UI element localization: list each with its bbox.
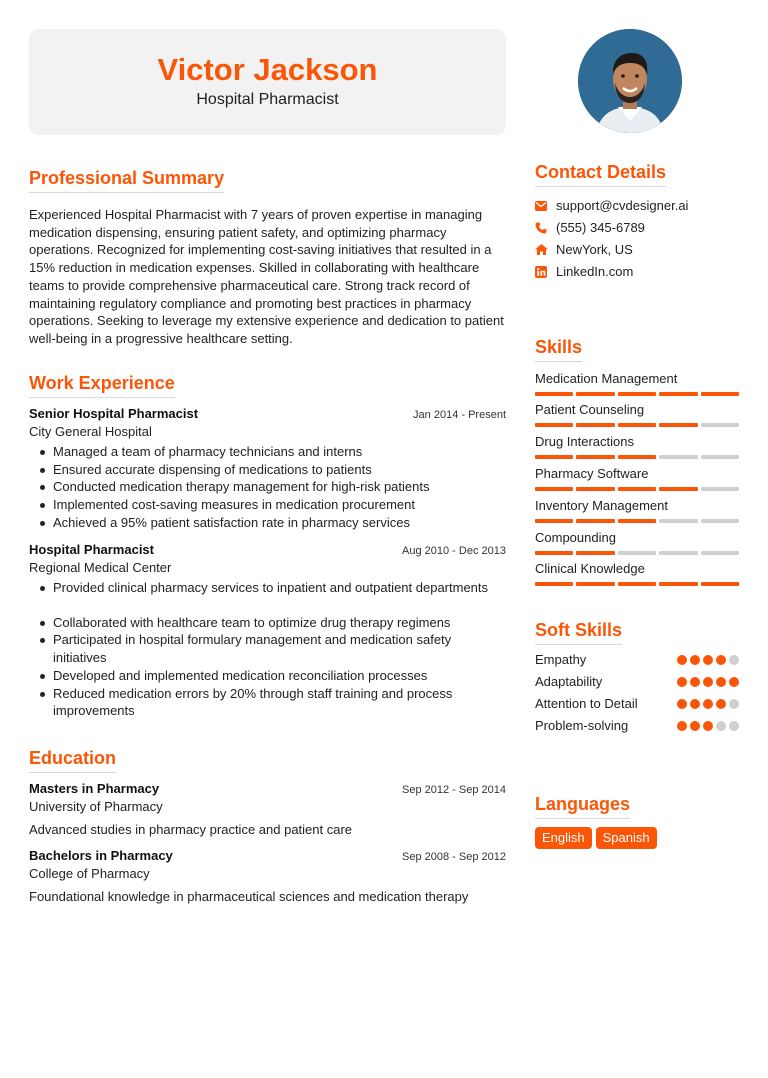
rating-dot <box>690 655 700 665</box>
soft-skill-name: Attention to Detail <box>535 696 638 711</box>
rating-dot <box>716 677 726 687</box>
education-dates: Sep 2008 - Sep 2012 <box>402 851 506 863</box>
soft-skills-heading: Soft Skills <box>535 619 622 645</box>
skill-bar <box>535 455 739 459</box>
soft-skill-item <box>535 652 739 667</box>
bullet-item: Achieved a 95% patient satisfaction rate in pharmacy services <box>29 514 506 532</box>
skill-level-segment <box>618 487 656 491</box>
skill-name: Inventory Management <box>535 498 668 513</box>
rating-dot <box>677 655 687 665</box>
skill-item <box>535 370 739 396</box>
candidate-title: Hospital Pharmacist <box>196 91 339 108</box>
skill-level-segment <box>618 423 656 427</box>
school: College of Pharmacy <box>29 866 150 881</box>
skill-bar <box>535 551 739 555</box>
soft-skill-item <box>535 696 739 711</box>
education-heading: Education <box>29 747 116 773</box>
rating-dot <box>729 677 739 687</box>
rating-dot <box>703 699 713 709</box>
rating-dot <box>716 699 726 709</box>
soft-skill-name: Problem-solving <box>535 718 629 733</box>
job-entry <box>29 541 506 720</box>
language-tag-spanish: Spanish <box>596 827 657 849</box>
skill-level-segment <box>576 455 614 459</box>
soft-skill-item <box>535 718 739 733</box>
job-bullets <box>29 443 506 532</box>
skill-bar <box>535 582 739 586</box>
job-title: Senior Hospital Pharmacist <box>29 406 199 421</box>
skills-heading: Skills <box>535 336 582 362</box>
skill-level-segment <box>659 392 697 396</box>
skill-item <box>535 433 739 459</box>
education-dates: Sep 2012 - Sep 2014 <box>402 784 506 796</box>
job-dates: Aug 2010 - Dec 2013 <box>402 545 506 557</box>
rating-dot <box>703 721 713 731</box>
education-entry <box>29 847 506 906</box>
contact-details-heading: Contact Details <box>535 161 666 187</box>
skill-bar <box>535 423 739 427</box>
education-description: Foundational knowledge in pharmaceutical sciences and medication therapy <box>29 889 469 904</box>
job-dates: Jan 2014 - Present <box>413 409 506 421</box>
soft-skill-rating <box>677 655 739 665</box>
rating-dot <box>729 655 739 665</box>
linkedin-icon <box>535 266 556 278</box>
skill-item <box>535 465 739 491</box>
email-text: support@cvdesigner.ai <box>556 198 689 213</box>
language-tag-english: English <box>535 827 592 849</box>
skill-level-segment <box>576 392 614 396</box>
skill-item <box>535 529 739 555</box>
rating-dot <box>703 677 713 687</box>
skill-level-segment <box>659 487 697 491</box>
skill-level-segment <box>659 455 697 459</box>
bullet-item: Reduced medication errors by 20% through staff training and process improvements <box>29 685 506 720</box>
skill-level-segment <box>701 519 739 523</box>
skill-level-segment <box>535 519 573 523</box>
skill-level-segment <box>535 455 573 459</box>
language-tags <box>535 827 657 849</box>
home-icon <box>535 244 556 255</box>
job-bullets <box>29 579 506 720</box>
bullet-item: Managed a team of pharmacy technicians and interns <box>29 443 506 461</box>
skill-level-segment <box>701 423 739 427</box>
job-company: Regional Medical Center <box>29 560 172 575</box>
bullet-item: Implemented cost-saving measures in medication procurement <box>29 496 506 514</box>
skill-level-segment <box>659 582 697 586</box>
school: University of Pharmacy <box>29 799 163 814</box>
skill-item <box>535 497 739 523</box>
skill-level-segment <box>659 519 697 523</box>
skill-level-segment <box>618 392 656 396</box>
location-text: NewYork, US <box>556 242 633 257</box>
soft-skill-rating <box>677 721 739 731</box>
work-experience-heading: Work Experience <box>29 372 175 398</box>
skill-name: Pharmacy Software <box>535 466 649 481</box>
skill-level-segment <box>659 423 697 427</box>
skill-item <box>535 560 739 586</box>
rating-dot <box>703 655 713 665</box>
rating-dot <box>729 699 739 709</box>
skill-level-segment <box>618 455 656 459</box>
soft-skill-rating <box>677 699 739 709</box>
email-icon <box>535 201 556 211</box>
contact-email[interactable] <box>535 198 745 213</box>
bullet-item: Collaborated with healthcare team to optimize drug therapy regimens <box>29 614 506 632</box>
skill-level-segment <box>701 455 739 459</box>
degree: Bachelors in Pharmacy <box>29 848 173 863</box>
contact-phone[interactable] <box>535 220 745 235</box>
profile-photo <box>578 29 682 133</box>
skill-name: Clinical Knowledge <box>535 561 645 576</box>
education-entry <box>29 780 506 839</box>
skill-level-segment <box>659 551 697 555</box>
skill-level-segment <box>618 582 656 586</box>
rating-dot <box>677 699 687 709</box>
header-card <box>29 29 506 135</box>
rating-dot <box>677 721 687 731</box>
skill-level-segment <box>701 392 739 396</box>
skill-name: Patient Counseling <box>535 402 645 417</box>
bullet-item: Developed and implemented medication reconciliation processes <box>29 667 506 685</box>
rating-dot <box>690 721 700 731</box>
rating-dot <box>729 721 739 731</box>
soft-skill-rating <box>677 677 739 687</box>
bullet-item: Conducted medication therapy management for high-risk patients <box>29 478 506 496</box>
skill-name: Medication Management <box>535 371 678 386</box>
summary-text: Experienced Hospital Pharmacist with 7 years of proven expertise in managing medication dispensing, ensuring patient safety, and optimizing pharmacy operations. Recognized for implementing cost-saving initiatives that resulted in a 15% reduction in medication expenses. Skilled in collaborating with healthcare teams to provide comprehensive pharmaceutical care. Strong track record of maintaining regulatory compliance and promoting best practices in pharmacy operations. Seeking to leverage my extensive experience and dedication to patient well-being in a progressive healthcare setting. <box>29 207 504 346</box>
skill-name: Drug Interactions <box>535 434 634 449</box>
rating-dot <box>677 677 687 687</box>
skill-level-segment <box>701 582 739 586</box>
contact-linkedin[interactable] <box>535 264 745 279</box>
skill-level-segment <box>576 519 614 523</box>
skill-level-segment <box>576 487 614 491</box>
bullet-item: Ensured accurate dispensing of medications to patients <box>29 461 506 479</box>
linkedin-text: LinkedIn.com <box>556 264 634 279</box>
skill-level-segment <box>535 423 573 427</box>
soft-skill-name: Empathy <box>535 652 587 667</box>
contact-location <box>535 242 745 257</box>
skill-item <box>535 401 739 427</box>
job-title: Hospital Pharmacist <box>29 542 154 557</box>
skill-name: Compounding <box>535 530 616 545</box>
skill-level-segment <box>535 392 573 396</box>
skill-bar <box>535 392 739 396</box>
education-description: Advanced studies in pharmacy practice and patient care <box>29 822 353 837</box>
professional-summary-heading: Professional Summary <box>29 167 224 193</box>
skill-level-segment <box>535 487 573 491</box>
job-entry <box>29 405 506 532</box>
degree: Masters in Pharmacy <box>29 781 160 796</box>
skill-level-segment <box>618 551 656 555</box>
rating-dot <box>690 699 700 709</box>
soft-skill-item <box>535 674 739 689</box>
skill-level-segment <box>535 551 573 555</box>
skill-level-segment <box>618 519 656 523</box>
languages-heading: Languages <box>535 793 630 819</box>
skill-level-segment <box>576 551 614 555</box>
rating-dot <box>716 655 726 665</box>
phone-icon <box>535 222 556 234</box>
phone-text: (555) 345-6789 <box>556 220 645 235</box>
rating-dot <box>716 721 726 731</box>
bullet-item: Participated in hospital formulary management and medication safety initiatives <box>29 631 506 666</box>
skill-level-segment <box>576 423 614 427</box>
bullet-item: Provided clinical pharmacy services to inpatient and outpatient departments <box>29 579 506 597</box>
rating-dot <box>690 677 700 687</box>
job-company: City General Hospital <box>29 424 152 439</box>
skill-bar <box>535 487 739 491</box>
candidate-name: Victor Jackson <box>157 52 378 87</box>
skill-level-segment <box>701 551 739 555</box>
skill-level-segment <box>701 487 739 491</box>
skill-bar <box>535 519 739 523</box>
skill-level-segment <box>576 582 614 586</box>
soft-skill-name: Adaptability <box>535 674 603 689</box>
skill-level-segment <box>535 582 573 586</box>
